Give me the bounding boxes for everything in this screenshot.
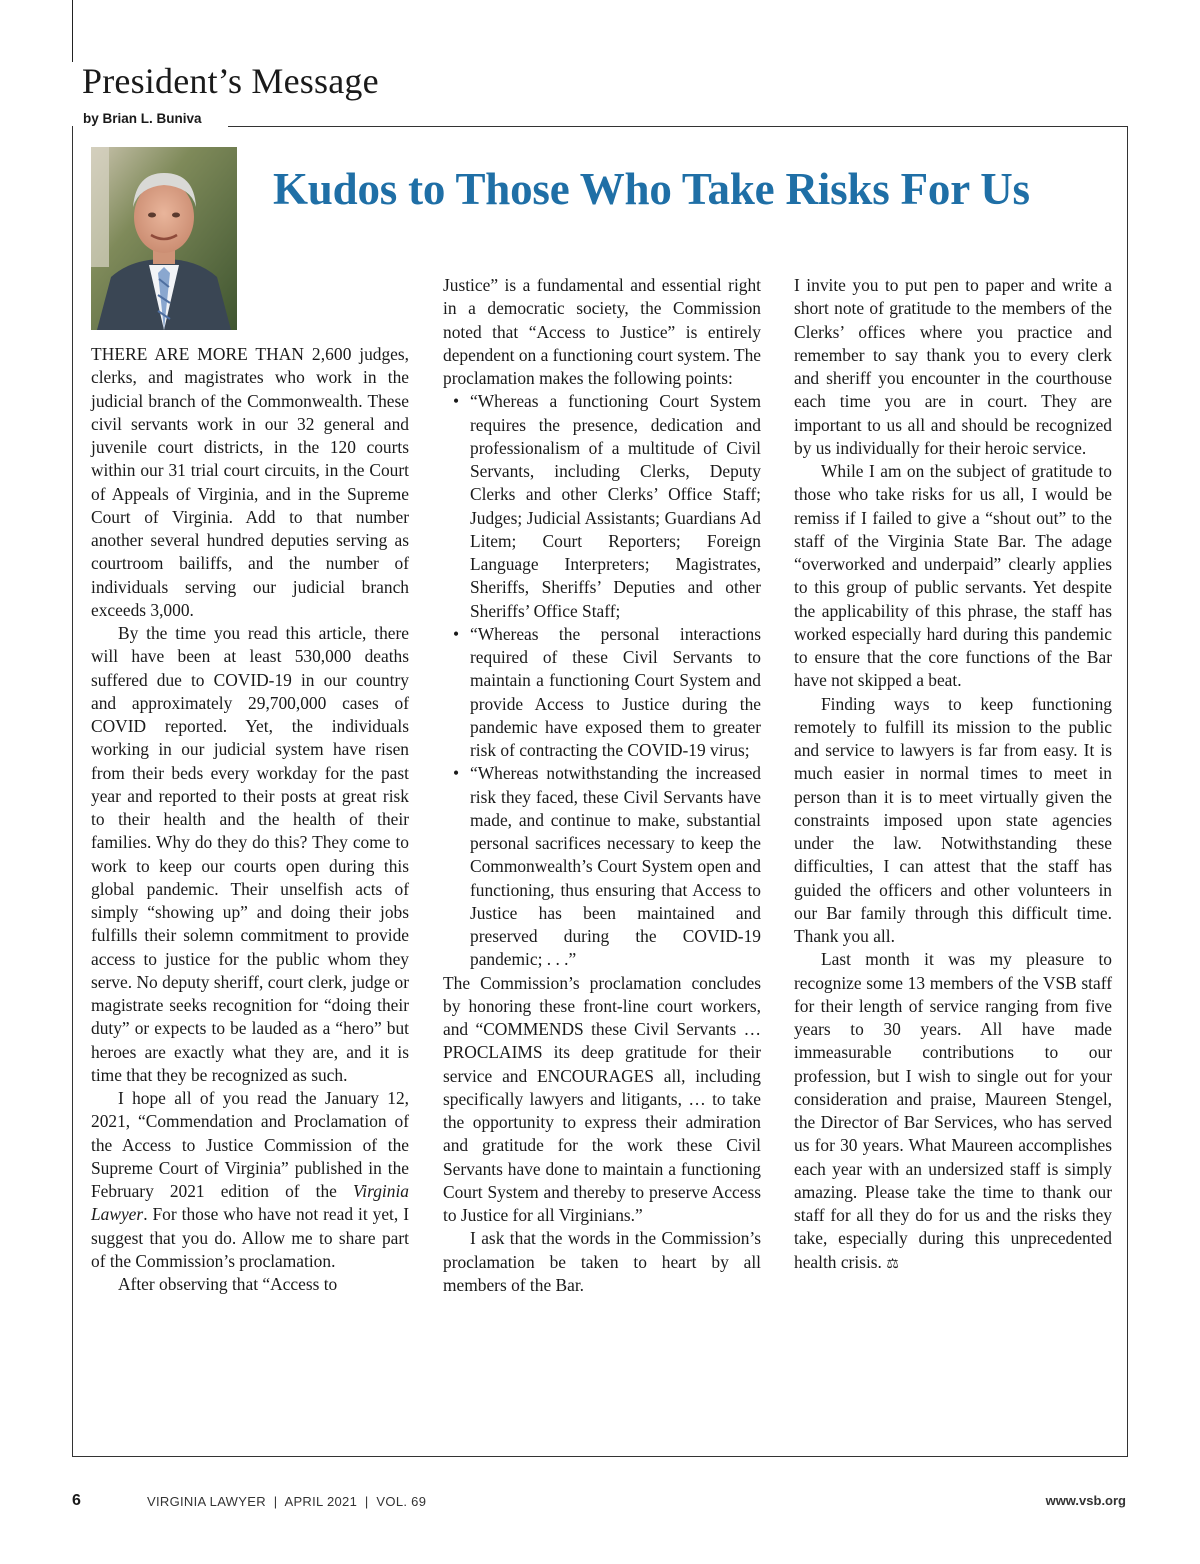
paragraph: After observing that “Access to	[118, 1274, 338, 1294]
website-url[interactable]: www.vsb.org	[1045, 1493, 1126, 1508]
paragraph-text: I hope all of you read the January 12, 2021, “Commendation and Proclamation of the Access to Justice Commission of the Supreme Court of Virginia” published in the February 2021 edition of the	[91, 1088, 409, 1201]
page-number: 6	[72, 1492, 81, 1509]
publication-title: Virginia Lawyer	[91, 1181, 409, 1225]
list-item: • “Whereas a functioning Court System requires the presence, dedication and professionalism of a multitude of Civil Servants, including Clerks, Deputy Clerks and other Clerks’ Office Staff; Judges; Judicial Assistants; Guardians Ad Litem; Court Reporters; Foreign Language Interpreters; Magistrates, Sheriffs, Sheriffs’ Deputies and other Sheriffs’ Office Staff;	[470, 390, 761, 623]
page-left-rule	[72, 0, 73, 62]
paragraph: While I am on the subject of gratitude to those who take risks for us all, I would be remiss if I failed to give a “shout out” to the staff of the Virginia State Bar. The adage “overworked and underpaid” clearly applies to this group of public servants. Yet despite the applicability of this phrase, the staff has worked especially hard during this pandemic to ensure that the core functions of the Bar have not skipped a beat.	[794, 461, 1112, 691]
paragraph: By the time you read this article, there will have been at least 530,000 deaths suffered due to COVID-19 in our country and approximately 29,700,000 cases of COVID reported. Yet, the individuals working in our judicial system have risen from their beds every workday for the past year and reported to their posts at great risk to their health and the health of their families. Why do they do this? They come to work to keep our courts open during this global pandemic. Their unselfish acts of simply “showing up” and doing their jobs fulfills their solemn commitment to provide access to justice for the public whom they serve. No deputy sheriff, court clerk, judge or magistrate seeks recognition for “doing their duty” or expects to be lauded as a “hero” but heroes are exactly what they are, and it is time that they be recognized as such.	[91, 623, 409, 1085]
article-column-1	[91, 343, 409, 1296]
article-column-2	[443, 274, 761, 1297]
frame-top-rule	[228, 126, 1128, 127]
article-headline: Kudos to Those Who Take Risks For Us	[273, 164, 1030, 214]
section-title: President’s Message	[82, 61, 379, 101]
paragraph	[91, 343, 409, 622]
article-column-3	[794, 274, 1112, 1276]
list-item: • “Whereas notwithstanding the increased risk they faced, these Civil Servants have made, and continue to make, substantial personal sacrifices necessary to keep the Commonwealth’s Court System open and functioning, thus ensuring that Access to Justice has been maintained and preserved during the COVID-19 pandemic; . . .”	[470, 762, 761, 971]
paragraph	[794, 948, 1112, 1276]
byline: by Brian L. Buniva	[83, 111, 202, 126]
author-photo	[91, 147, 237, 330]
paragraph: Finding ways to keep functioning remotely to fulfill its mission to the public and service to lawyers is far from easy. It is much easier in normal times to meet in person than it is to meet virtually given the constraints imposed upon state agencies under the law. Notwithstanding these difficulties, I can attest that the staff has guided the officers and other volunteers in our Bar family through this difficult time. Thank you all.	[794, 693, 1112, 946]
list-item: • “Whereas the personal interactions required of these Civil Servants to maintain a functioning Court System and provide Access to Justice during the pandemic have exposed them to greater risk of contracting the COVID-19 virus;	[470, 623, 761, 763]
paragraph: The Commission’s proclamation concludes by honoring these front-line court workers, and “COMMENDS these Civil Servants … PROCLAIMS its deep gratitude for their service and ENCOURAGES all, including specifically lawyers and litigants, … to take the opportunity to express their admiration and gratitude for the work these Civil Servants have done to maintain a functioning Court System and thereby to preserve Access to Justice for all Virginians.”	[443, 972, 761, 1225]
magazine-issue: VIRGINIA LAWYER | APRIL 2021 | VOL. 69	[147, 1494, 427, 1509]
paragraph: I ask that the words in the Commission’s proclamation be taken to heart by all members of the Bar.	[443, 1228, 761, 1295]
lead-in: THERE ARE MORE THAN 2,600	[91, 344, 352, 364]
frame-left-rule	[72, 126, 73, 1457]
paragraph	[91, 1087, 409, 1273]
paragraph-text: judges, clerks, and magistrates who work in the judicial branch of the Commonwealth. These civil servants work in our 32 general and juvenile court districts, in the 120 courts within our 31 trial court circuits, in the Court of Appeals of Virginia, and in the Supreme Court of Virginia. Add to that number another several hundred deputies serving as courtroom bailiffs, and the number of individuals serving our judicial branch exceeds 3,000.	[91, 344, 409, 620]
author-portrait-image	[91, 147, 237, 330]
paragraph: I invite you to put pen to paper and write a short note of gratitude to the members of the Clerks’ offices where you practice and remember to say thank you to every clerk and sheriff you encounter in the courthouse each time you are in court. They are important to us all and should be recognized by us individually for their heroic service.	[794, 275, 1112, 458]
paragraph: Justice” is a fundamental and essential right in a democratic society, the Commission noted that “Access to Justice” is entirely dependent on a functioning court system. The proclamation makes the following points:	[443, 275, 761, 388]
paragraph-text: Last month it was my pleasure to recognize some 13 members of the VSB staff for their length of service ranging from five years to 30 years. All have made immeasurable contributions to our profession, but I wish to single out for your consideration and praise, Maureen Stengel, the Director of Bar Services, who has served us for 30 years. What Maureen accomplishes each year with an undersized staff is simply amazing. Please take the time to thank our staff for all they do for us and the risks they take, especially during this unprecedented health crisis.	[794, 949, 1112, 1272]
scales-of-justice-icon: ⚖	[886, 1255, 899, 1272]
paragraph-text: . For those who have not read it yet, I suggest that you do. Allow me to share part of the Commission’s proclamation.	[91, 1204, 409, 1271]
proclamation-list	[443, 390, 761, 971]
